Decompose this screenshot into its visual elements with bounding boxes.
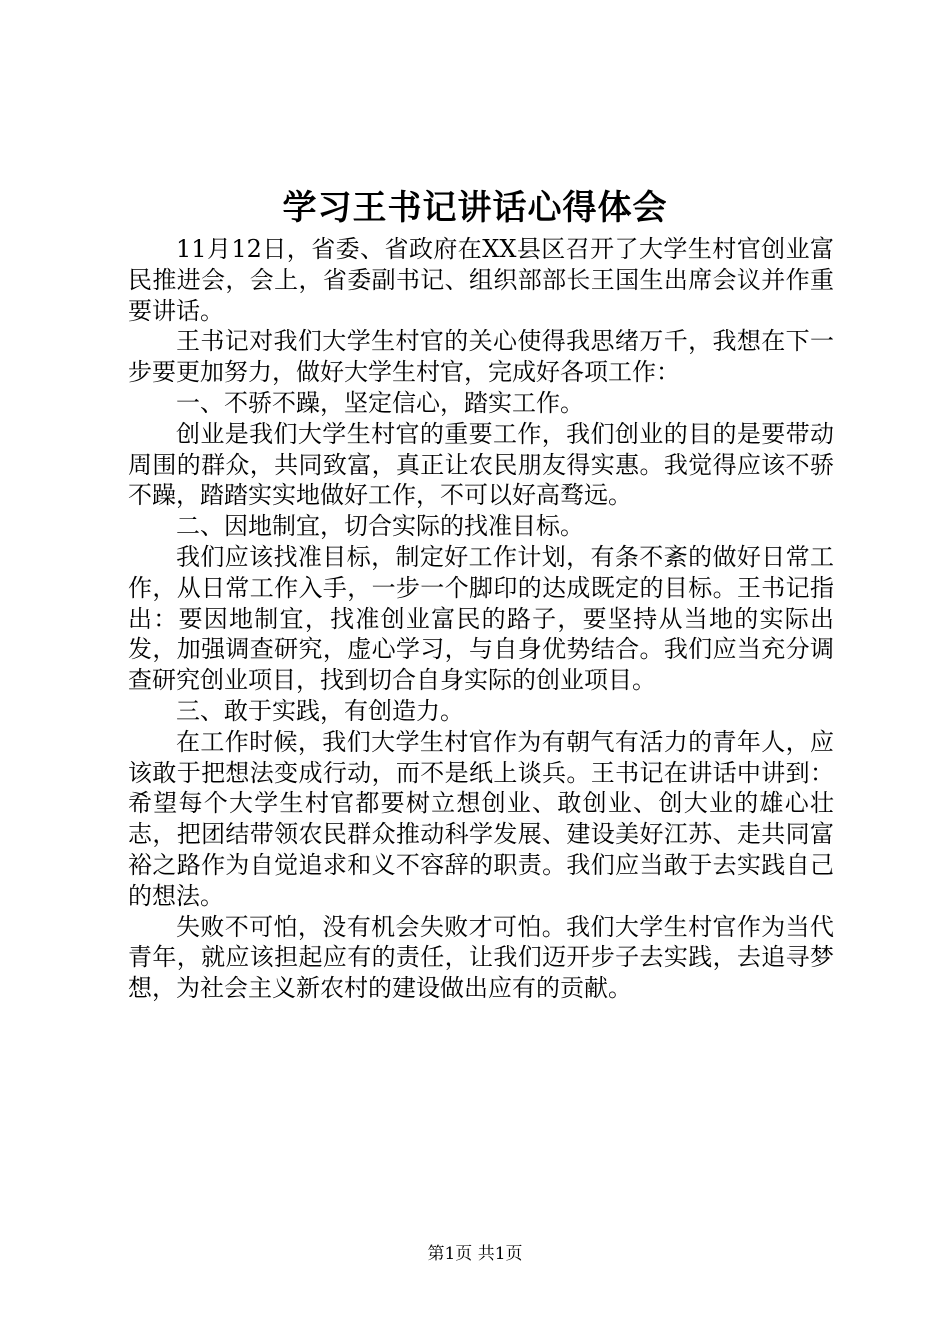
paragraph: 11月12日，省委、省政府在XX县区召开了大学生村官创业富民推进会，会上，省委副书记、组织部部长王国生出席会议并作重要讲话。 [128,235,834,325]
paragraph: 创业是我们大学生村官的重要工作，我们创业的目的是要带动周围的群众，共同致富，真正让农民朋友得实惠。我觉得应该不骄不躁，踏踏实实地做好工作，不可以好高骛远。 [128,419,834,510]
document-body [128,234,834,1004]
section-heading: 三、敢于实践，有创造力。 [176,696,464,725]
paragraph: 王书记对我们大学生村官的关心使得我思绪万千，我想在下一步要更加努力，做好大学生村官，完成好各项工作： [128,327,834,387]
section-heading: 一、不骄不躁，坚定信心，踏实工作。 [176,388,584,417]
paragraph: 失败不可怕，没有机会失败才可怕。我们大学生村官作为当代青年，就应该担起应有的责任，让我们迈开步子去实践，去追寻梦想，为社会主义新农村的建设做出应有的贡献。 [128,912,834,1003]
paragraph: 在工作时候，我们大学生村官作为有朝气有活力的青年人，应该敢于把想法变成行动，而不是纸上谈兵。王书记在讲话中讲到：希望每个大学生村官都要树立想创业、敢创业、创大业的雄心壮志，把团结带领农民群众推动科学发展、建设美好江苏、走共同富裕之路作为自觉追求和义不容辞的职责。我们应当敢于去实践自己的想法。 [128,727,834,910]
document-title: 学习王书记讲话心得体会 [282,188,668,228]
page-footer: 第1页 共1页 [427,1244,523,1264]
paragraph: 我们应该找准目标，制定好工作计划，有条不紊的做好日常工作，从日常工作入手，一步一个脚印的达成既定的目标。王书记指出：要因地制宜，找准创业富民的路子，要坚持从当地的实际出发，加强调查研究，虚心学习，与自身优势结合。我们应当充分调查研究创业项目，找到切合自身实际的创业项目。 [128,542,834,695]
section-heading: 二、因地制宜，切合实际的找准目标。 [176,512,584,541]
